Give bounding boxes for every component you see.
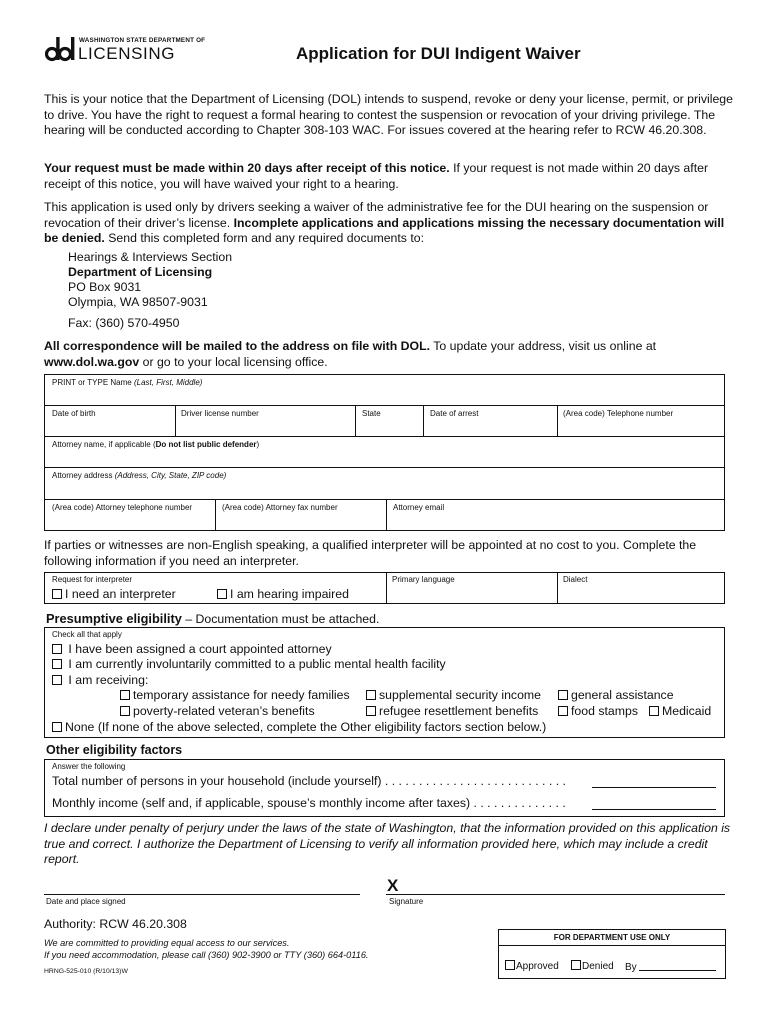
household-question: Total number of persons in your household (include yourself) . . . . . . . . . . . . . . . . . . . . . . . . . . . <box>52 774 566 788</box>
refugee-option[interactable] <box>366 704 538 719</box>
presumptive-subtitle: – Documentation must be attached. <box>181 612 380 626</box>
ssi-option[interactable] <box>366 688 541 703</box>
none-option[interactable] <box>52 720 546 735</box>
form-id: HRNG-525-010 (R/10/13)W <box>44 968 128 975</box>
denied-option[interactable] <box>571 959 614 974</box>
declaration-text: I declare under penalty of perjury under the laws of the state of Washington, that the information provided on this application is true and correct. I authorize the Department of Licensing to verify all information provided here, which may include a credit report. <box>44 821 731 866</box>
arrest-label: Date of arrest <box>430 409 479 418</box>
p3-bold: Incomplete applications and applications missing the necessary documentation will be denied. <box>44 215 725 245</box>
date-place-input[interactable] <box>44 894 360 895</box>
denied-checkbox[interactable] <box>571 960 581 970</box>
by-label: By <box>625 962 637 973</box>
other-eligibility-title: Other eligibility factors <box>46 743 183 757</box>
intro-paragraph-1: This is your notice that the Department of Licensing (DOL) intends to suspend, revoke or deny your license, permit, or privilege to drive. You have the right to request a formal hearing to contest the suspension or revocation of your driving privilege. The hearing will be conducted according to Chapter 308-103 WAC. For issues covered at the hearing refer to RCW 46.20.308. <box>44 92 733 137</box>
dob-field[interactable] <box>52 409 170 433</box>
approved-option[interactable] <box>505 959 559 974</box>
signature-input[interactable] <box>386 894 725 895</box>
p3-end: Send this completed form and any required documents to: <box>104 231 425 245</box>
tanf-label: temporary assistance for needy families <box>133 688 350 702</box>
receiving-label: I am receiving: <box>68 673 149 687</box>
attorney-label-end: ) <box>256 440 260 449</box>
signature-label: Signature <box>389 897 424 906</box>
date-place-label: Date and place signed <box>46 897 126 906</box>
attorney-address-field[interactable] <box>52 471 720 496</box>
dialect-label: Dialect <box>563 575 588 584</box>
medicaid-checkbox[interactable] <box>649 706 659 716</box>
deadline-rest: If your request is not made within 20 days after receipt of this notice, you will have waived your right to a hearing. <box>44 161 709 191</box>
attorney-address-hint: (Address, City, State, ZIP code) <box>114 471 227 480</box>
dol-logo-mark <box>45 34 75 62</box>
refugee-checkbox[interactable] <box>366 706 376 716</box>
correspondence-bold: All correspondence will be mailed to the address on file with DOL. <box>44 339 431 353</box>
general-assistance-label: general assistance <box>571 688 674 702</box>
address-line-4: Olympia, WA 98507-9031 <box>68 295 208 309</box>
name-field[interactable] <box>52 378 720 403</box>
license-label: Driver license number <box>181 409 259 418</box>
ssi-label: supplemental security income <box>379 688 541 702</box>
department-use-title: FOR DEPARTMENT USE ONLY <box>553 933 671 942</box>
att-phone-label: (Area code) Attorney telephone number <box>52 503 193 512</box>
check-all-label: Check all that apply <box>52 630 122 639</box>
correspondence-end: or go to your local licensing office. <box>139 354 328 369</box>
state-field[interactable] <box>362 409 420 433</box>
deadline-bold: Your request must be made within 20 days after receipt of this notice. <box>44 161 450 175</box>
food-stamps-checkbox[interactable] <box>558 706 568 716</box>
general-assistance-checkbox[interactable] <box>558 690 568 700</box>
receiving-option[interactable] <box>52 673 148 688</box>
committed-checkbox[interactable] <box>52 659 62 669</box>
need-interpreter-option[interactable] <box>52 587 176 602</box>
receiving-checkbox[interactable] <box>52 675 62 685</box>
tanf-option[interactable] <box>120 688 350 703</box>
veteran-label: poverty-related veteran’s benefits <box>133 704 315 718</box>
court-attorney-checkbox[interactable] <box>52 644 62 654</box>
court-attorney-option[interactable] <box>52 642 332 657</box>
answer-following-label: Answer the following <box>52 762 126 771</box>
correspondence-paragraph <box>44 339 734 370</box>
tanf-checkbox[interactable] <box>120 690 130 700</box>
arrest-date-field[interactable] <box>430 409 553 433</box>
hearing-impaired-option[interactable] <box>217 587 349 602</box>
intro-paragraph-3 <box>44 200 734 247</box>
committed-label: I am currently involuntarily committed to a public mental health facility <box>68 657 446 671</box>
medicaid-option[interactable] <box>649 704 711 719</box>
attorney-address-label: Attorney address <box>52 471 113 480</box>
request-interpreter-label: Request for interpreter <box>52 575 133 584</box>
p3-start: This application is used only by drivers seeking a waiver of the administrative fee for the DUI hearing on the suspension or revocation of their driver’s license. <box>44 200 709 230</box>
correspondence-rest: To update your address, visit us online at <box>430 339 657 353</box>
primary-language-field[interactable] <box>392 575 552 601</box>
page-title: Application for DUI Indigent Waiver <box>296 44 581 63</box>
address-line-1: Hearings & Interviews Section <box>68 250 233 264</box>
hearing-impaired-checkbox[interactable] <box>217 589 227 599</box>
access-line-2: If you need accommodation, please call (360) 902-3900 or TTY (360) 664-0116. <box>44 950 369 960</box>
signature-x-mark: X <box>387 876 399 895</box>
access-line-1: We are committed to providing equal access to our services. <box>44 938 290 948</box>
hearing-impaired-label: I am hearing impaired <box>230 587 349 601</box>
refugee-label: refugee resettlement benefits <box>379 704 539 718</box>
dialect-field[interactable] <box>563 575 721 601</box>
attorney-fax-field[interactable] <box>222 503 382 528</box>
income-input[interactable] <box>592 809 716 810</box>
dob-label: Date of birth <box>52 409 96 418</box>
attorney-label-bold: Do not list public defender <box>155 440 257 449</box>
presumptive-heading <box>46 611 379 626</box>
approved-label: Approved <box>516 961 559 972</box>
by-input[interactable] <box>639 970 716 971</box>
none-label: None (If none of the above selected, complete the Other eligibility factors section below.) <box>65 720 547 734</box>
intro-paragraph-2 <box>44 161 734 192</box>
authority-text: Authority: RCW 46.20.308 <box>44 917 187 931</box>
household-input[interactable] <box>592 787 716 788</box>
income-question: Monthly income (self and, if applicable, spouse’s monthly income after taxes) . . . . . . . . . . . . . . <box>52 796 566 810</box>
dol-logo <box>45 34 206 64</box>
medicaid-label: Medicaid <box>662 704 712 718</box>
attorney-email-field[interactable] <box>393 503 721 528</box>
att-email-label: Attorney email <box>393 503 445 512</box>
att-fax-label: (Area code) Attorney fax number <box>222 503 338 512</box>
dol-website-link[interactable]: www.dol.wa.gov <box>44 354 140 369</box>
name-hint: (Last, First, Middle) <box>133 378 203 387</box>
general-assistance-option[interactable] <box>558 688 674 703</box>
interpreter-notice: If parties or witnesses are non-English speaking, a qualified interpreter will be appointed at no cost to you. Complete the following information if you need an interpreter. <box>44 538 697 568</box>
name-label: PRINT or TYPE Name <box>52 378 132 387</box>
primary-language-label: Primary language <box>392 575 455 584</box>
address-line-3: PO Box 9031 <box>68 280 142 294</box>
logo-big-text: LICENSING <box>78 44 176 63</box>
approved-checkbox[interactable] <box>505 960 515 970</box>
address-line-2: Department of Licensing <box>68 265 213 279</box>
ssi-checkbox[interactable] <box>366 690 376 700</box>
phone-field[interactable] <box>563 409 721 433</box>
committed-option[interactable] <box>52 657 446 672</box>
court-attorney-label: I have been assigned a court appointed attorney <box>68 642 332 656</box>
phone-label: (Area code) Telephone number <box>563 409 674 418</box>
need-interpreter-checkbox[interactable] <box>52 589 62 599</box>
veteran-option[interactable] <box>120 704 315 719</box>
denied-label: Denied <box>582 961 614 972</box>
veteran-checkbox[interactable] <box>120 706 130 716</box>
attorney-label: Attorney name, if applicable ( <box>52 440 156 449</box>
state-label: State <box>362 409 381 418</box>
attorney-name-field[interactable] <box>52 440 720 464</box>
attorney-phone-field[interactable] <box>52 503 212 528</box>
logo-small-text: WASHINGTON STATE DEPARTMENT OF <box>79 37 206 44</box>
address-fax: Fax: (360) 570-4950 <box>68 316 180 330</box>
food-stamps-label: food stamps <box>571 704 638 718</box>
need-interpreter-label: I need an interpreter <box>65 587 176 601</box>
license-field[interactable] <box>181 409 351 433</box>
food-stamps-option[interactable] <box>558 704 638 719</box>
none-checkbox[interactable] <box>52 722 62 732</box>
presumptive-title: Presumptive eligibility <box>46 611 182 626</box>
